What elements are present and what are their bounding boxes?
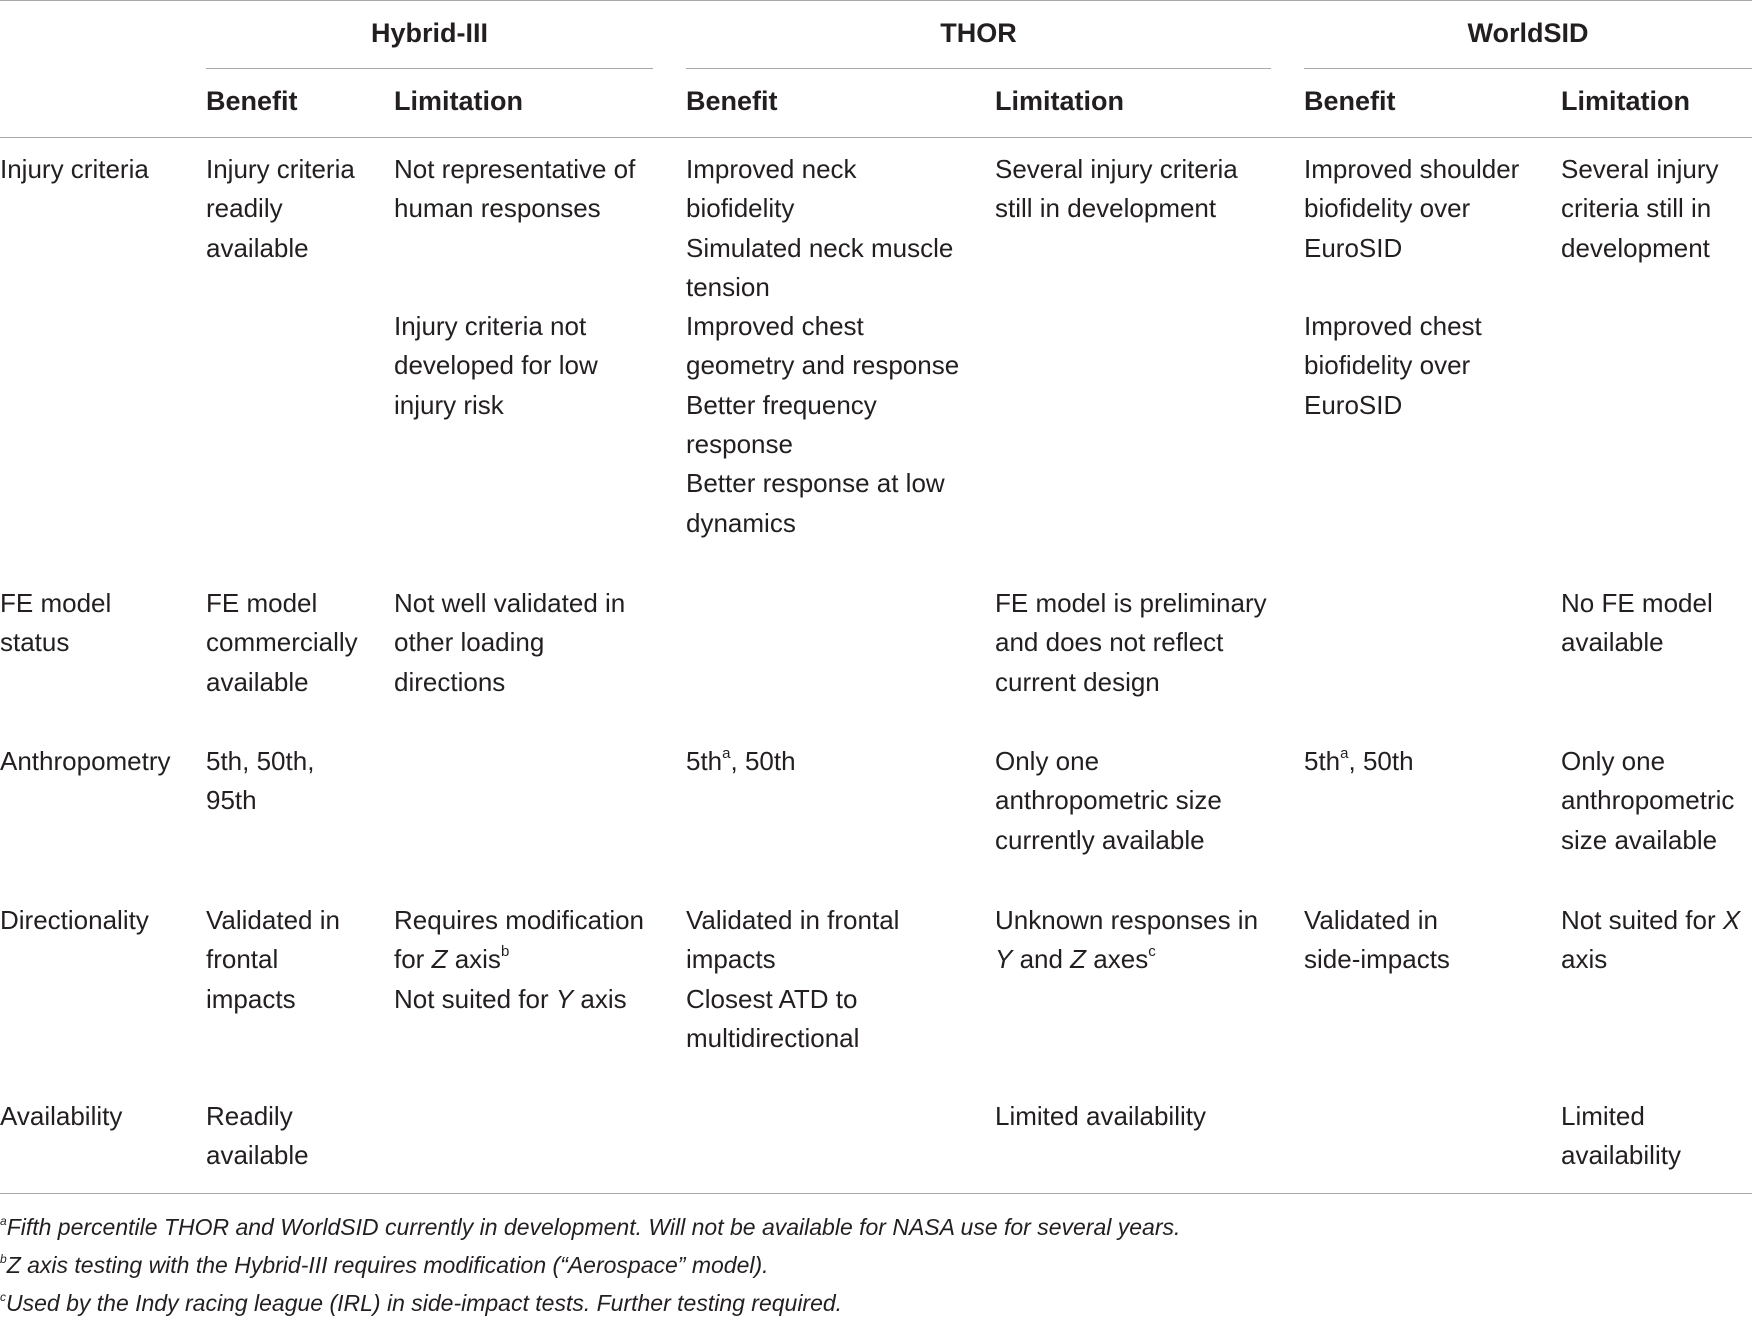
cell-line: biofidelity over	[1304, 350, 1471, 381]
cell-hybrid-limitation	[394, 901, 644, 1019]
cell-line	[394, 268, 635, 307]
cell-line: Anthropometry	[0, 746, 171, 776]
cell-line: availability	[1561, 1140, 1681, 1171]
cell-line: No FE model	[1561, 588, 1713, 618]
cell-line: Not suited for Y axis	[394, 983, 627, 1014]
cell-line: geometry and response	[686, 350, 960, 381]
cell-line: still in development	[995, 193, 1217, 224]
cell-line: available	[206, 232, 309, 263]
cell-line: Improved shoulder	[1304, 154, 1520, 184]
cell-line: readily	[206, 193, 283, 224]
cell-line: developed for low	[394, 350, 598, 381]
cell-line: Validated in frontal	[686, 905, 900, 935]
cell-line: Injury criteria	[206, 154, 355, 184]
cell-worldsid-benefit	[1304, 150, 1519, 425]
cell-line: Availability	[0, 1101, 123, 1131]
cell-line: Several injury	[1561, 154, 1719, 184]
cell-hybrid-benefit	[206, 742, 314, 821]
cell-line: Unknown responses in	[995, 905, 1259, 935]
cell-line: Validated in	[1304, 905, 1438, 935]
cell-line: commercially	[206, 627, 358, 658]
cell-line	[394, 229, 635, 268]
cell-line: multidirectional	[686, 1022, 860, 1053]
cell-line	[1304, 268, 1519, 307]
cell-line: FE model	[206, 588, 318, 618]
header-rule	[0, 137, 1752, 138]
cell-line: Directionality	[0, 905, 149, 935]
group-rule-thor	[686, 68, 1271, 69]
cell-label	[0, 584, 111, 663]
cell-line: Injury criteria not	[394, 311, 587, 342]
cell-line: Better response at low	[686, 468, 945, 499]
cell-hybrid-limitation	[394, 584, 625, 702]
cell-line: available	[206, 1140, 309, 1171]
cell-line: EuroSID	[1304, 389, 1403, 420]
cell-hybrid-benefit	[206, 150, 355, 268]
cell-worldsid-limitation	[1561, 1097, 1681, 1176]
cell-line: and does not reflect	[995, 627, 1224, 658]
footnote-b: $^b$Z axis testing with the Hybrid-III requires modification (“Aerospace” model).	[0, 1252, 769, 1278]
cell-line: Limited availability	[995, 1101, 1206, 1131]
cell-line: Improved chest	[686, 311, 864, 342]
cell-line: 95th	[206, 785, 257, 816]
cell-line: FE model	[0, 588, 112, 618]
cell-line: impacts	[206, 983, 296, 1014]
cell-thor-limitation	[995, 584, 1267, 702]
cell-line: Improved neck	[686, 154, 857, 184]
cell-worldsid-benefit	[1304, 742, 1414, 781]
cell-worldsid-limitation	[1561, 901, 1740, 980]
cell-line: directions	[394, 666, 506, 697]
cell-line: Not suited for X	[1561, 905, 1741, 935]
cell-thor-limitation	[995, 901, 1258, 980]
group-header-worldsid: WorldSID	[1467, 18, 1589, 48]
cell-line: Only one	[1561, 746, 1666, 776]
cell-line: axis	[1561, 944, 1608, 975]
col-header-hybrid-benefit: Benefit	[206, 86, 298, 116]
cell-line: Several injury criteria	[995, 154, 1238, 184]
cell-line: available	[1561, 627, 1664, 658]
cell-line: impacts	[686, 944, 776, 975]
cell-line: size available	[1561, 824, 1718, 855]
cell-line: status	[0, 627, 70, 658]
cell-thor-benefit	[686, 901, 899, 1058]
bottom-rule	[0, 1193, 1752, 1194]
cell-thor-benefit	[686, 742, 796, 781]
group-header-thor: THOR	[940, 18, 1017, 48]
col-header-worldsid-benefit: Benefit	[1304, 86, 1396, 116]
cell-worldsid-limitation	[1561, 584, 1713, 663]
cell-thor-limitation	[995, 1097, 1206, 1136]
cell-worldsid-benefit	[1304, 901, 1450, 980]
cell-line: human responses	[394, 193, 601, 224]
footnote-c: $^c$Used by the Indy racing league (IRL) in side-impact tests. Further testing required.	[0, 1290, 843, 1316]
cell-line: Not representative of	[394, 154, 636, 184]
cell-line: EuroSID	[1304, 232, 1403, 263]
cell-line: other loading	[394, 627, 545, 658]
cell-line: Only one	[995, 746, 1100, 776]
cell-line: FE model is preliminary	[995, 588, 1267, 618]
cell-label	[0, 901, 149, 940]
cell-label	[0, 150, 149, 189]
top-rule	[0, 0, 1752, 1]
cell-hybrid-benefit	[206, 1097, 309, 1176]
group-rule-hybrid	[206, 68, 653, 69]
cell-label	[0, 1097, 122, 1136]
cell-thor-benefit	[686, 150, 959, 543]
cell-line: $5th^a$, 50th	[686, 745, 796, 776]
cell-line: tension	[686, 271, 770, 302]
group-rule-worldsid	[1304, 68, 1752, 69]
cell-line: 5th, 50th,	[206, 746, 315, 776]
cell-worldsid-limitation	[1561, 742, 1734, 860]
cell-line: Requires modification	[394, 905, 645, 935]
cell-line: response	[686, 429, 793, 460]
cell-line: dynamics	[686, 507, 796, 538]
cell-line: biofidelity	[686, 193, 795, 224]
col-header-hybrid-limitation: Limitation	[394, 86, 523, 116]
footnote-a: $^a$Fifth percentile THOR and WorldSID currently in development. Will not be available for NASA use for several years.	[0, 1214, 1181, 1240]
cell-line: frontal	[206, 944, 279, 975]
cell-hybrid-benefit	[206, 584, 358, 702]
cell-line: Readily	[206, 1101, 293, 1131]
cell-line: criteria still in	[1561, 193, 1712, 224]
cell-line: for Z axis$^b$	[394, 943, 510, 975]
group-header-hybrid: Hybrid-III	[370, 18, 488, 48]
cell-line: Closest ATD to	[686, 983, 858, 1014]
col-header-thor-benefit: Benefit	[686, 86, 778, 116]
col-header-thor-limitation: Limitation	[995, 86, 1124, 116]
cell-line: development	[1561, 232, 1710, 263]
cell-line: current design	[995, 666, 1160, 697]
cell-line: Limited	[1561, 1101, 1645, 1131]
cell-hybrid-limitation	[394, 150, 635, 425]
cell-line: Injury criteria	[0, 154, 149, 184]
cell-line: Validated in	[206, 905, 340, 935]
col-header-worldsid-limitation: Limitation	[1561, 86, 1690, 116]
cell-thor-limitation	[995, 742, 1222, 860]
cell-line: Better frequency	[686, 389, 877, 420]
cell-line: available	[206, 666, 309, 697]
cell-line: currently available	[995, 824, 1205, 855]
cell-line: anthropometric size	[995, 785, 1222, 816]
cell-line: Improved chest	[1304, 311, 1482, 342]
cell-line: Not well validated in	[394, 588, 626, 618]
cell-worldsid-limitation	[1561, 150, 1719, 268]
cell-thor-limitation	[995, 150, 1238, 229]
cell-hybrid-benefit	[206, 901, 340, 1019]
cell-line: $5th^a$, 50th	[1304, 745, 1414, 776]
cell-label	[0, 742, 171, 781]
cell-line: anthropometric	[1561, 785, 1735, 816]
cell-line: injury risk	[394, 389, 504, 420]
cell-line: biofidelity over	[1304, 193, 1471, 224]
cell-line: Y and Z axes$^c$	[995, 943, 1156, 975]
cell-line: Simulated neck muscle	[686, 232, 954, 263]
cell-line: side-impacts	[1304, 944, 1450, 975]
